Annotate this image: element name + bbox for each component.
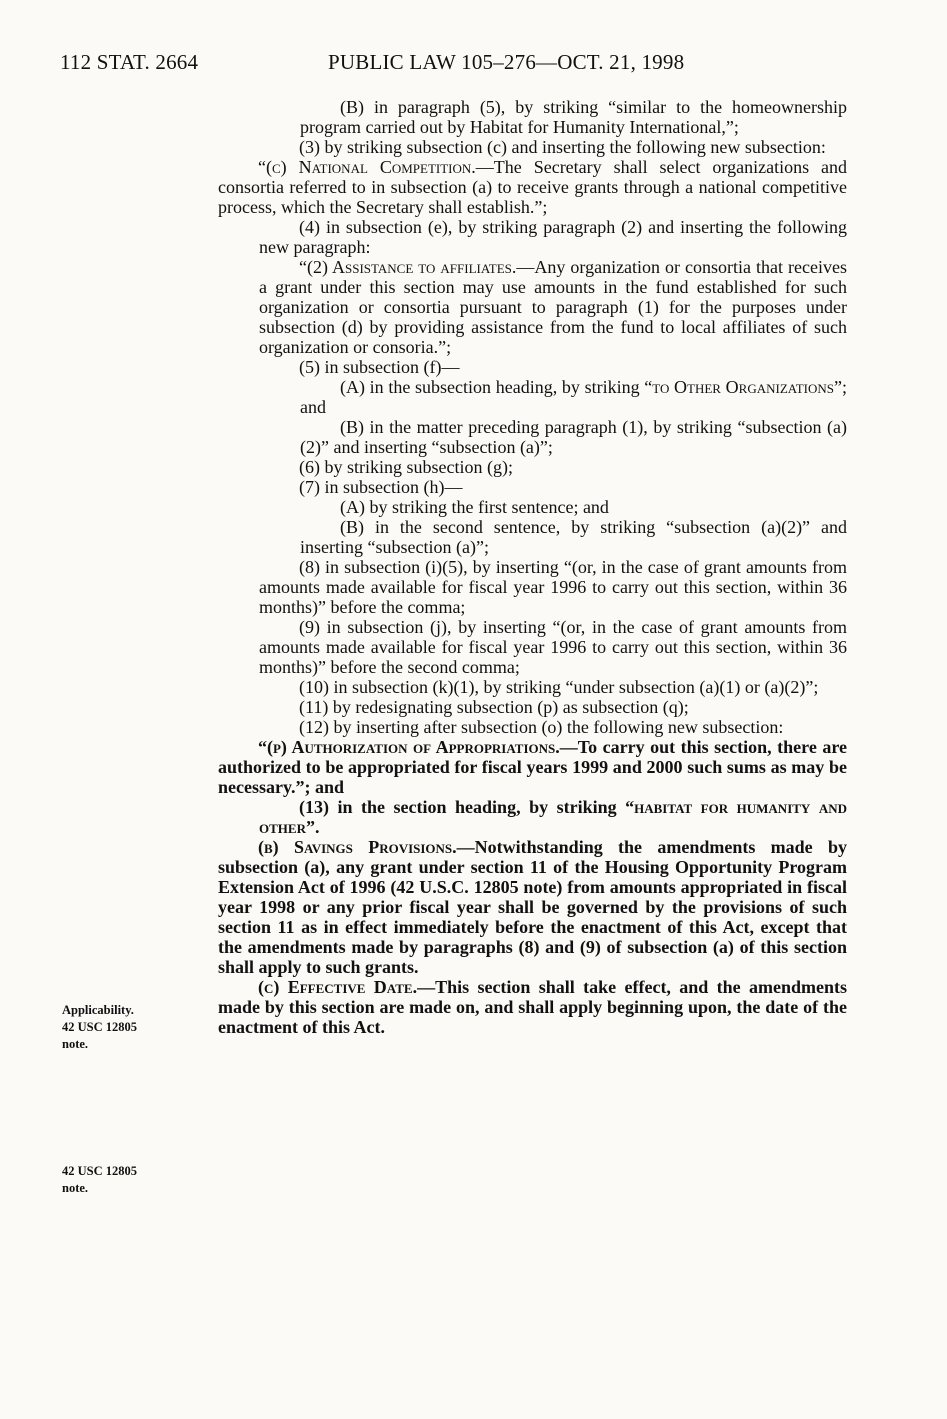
margin-usc-1: 42 USC 12805 <box>62 1020 138 1034</box>
running-title: PUBLIC LAW 105–276—OCT. 21, 1998 <box>328 50 685 74</box>
paragraph <box>218 797 847 837</box>
paragraph: (3) by striking subsection (c) and inserting the following new subsection: <box>299 137 826 157</box>
paragraph: (A) by striking the first sentence; and <box>340 497 609 517</box>
subsection-heading: “(p) Authorization of Appropriations. <box>258 737 560 757</box>
margin-note-effective <box>62 1163 202 1197</box>
margin-applicability: Applicability. <box>62 1003 134 1017</box>
paragraph: (8) in subsection (i)(5), by inserting “(or, in the case of grant amounts from amounts made available for fiscal year 1996 to carry out this section, within 36 months)” before the comma; <box>259 557 847 617</box>
paragraph: (10) in subsection (k)(1), by striking “under subsection (a)(1) or (a)(2)”; <box>299 677 819 697</box>
paragraph: (5) in subsection (f)— <box>299 357 460 377</box>
subsection-heading: (c) Effective Date. <box>258 977 418 997</box>
paragraph: (4) in subsection (e), by striking paragraph (2) and inserting the following new paragraph: <box>259 217 847 257</box>
paragraph: (12) by inserting after subsection (o) the following new subsection: <box>299 717 784 737</box>
paragraph-text: ”. <box>305 817 320 837</box>
paragraph-text: —To carry out this section, there are authorized to be appropriated for fiscal years 1999 and 2000 such sums as may be necessary.”; and <box>218 737 847 797</box>
subsection-heading: (b) Savings Provisions. <box>258 837 457 857</box>
paragraph: (B) in the second sentence, by striking “subsection (a)(2)” and inserting “subsection (a)”; <box>300 517 847 557</box>
paragraph: (7) in subsection (h)— <box>299 477 463 497</box>
paragraph: (B) in paragraph (5), by striking “similar to the homeownership program carried out by Habitat for Humanity International,”; <box>300 97 847 137</box>
paragraph-text: —The Secretary shall select organizations and consortia referred to in subsection (a) to receive grants through a national competitive process, which the Secretary shall establish.”; <box>218 157 847 217</box>
margin-note-2: note. <box>62 1181 89 1195</box>
paragraph-text: (A) in the subsection heading, by striking “ <box>340 377 653 397</box>
paragraph <box>218 837 847 977</box>
paragraph <box>218 377 847 417</box>
paragraph: (11) by redesignating subsection (p) as subsection (q); <box>299 697 689 717</box>
paragraph: (6) by striking subsection (g); <box>299 457 513 477</box>
paragraph-text: (13) in the section heading, by striking “ <box>299 797 635 817</box>
paragraph-text: —This section shall take effect, and the amendments made by this section are made on, and shall apply beginning upon, the date of the enactment of this Act. <box>218 977 847 1037</box>
margin-note-applicability <box>62 1002 202 1053</box>
page-number: 112 STAT. 2664 <box>60 50 199 74</box>
subsection-heading: “(c) National Competition. <box>258 157 476 177</box>
paragraph <box>218 737 847 797</box>
paragraph <box>218 257 847 357</box>
paragraph-text: —Any organization or consortia that receives a grant under this section may use amounts in the fund established for such organization or consortia pursuant to paragraph (1) for the purposes under subsection (d) by providing assistance from the fund to local affiliates of such organization or consoria.”; <box>259 257 847 357</box>
paragraph: (9) in subsection (j), by inserting “(or, in the case of grant amounts from amounts made available for fiscal year 1996 to carry out this section, within 36 months)” before the second comma; <box>259 617 847 677</box>
struck-heading: habitat for humanity and other <box>259 797 847 837</box>
margin-note-1: note. <box>62 1037 89 1051</box>
paragraph: (B) in the matter preceding paragraph (1), by striking “subsection (a)(2)” and inserting “subsection (a)”; <box>300 417 847 457</box>
paragraph <box>218 977 847 1037</box>
struck-heading: to Other Organizations <box>652 377 834 397</box>
paragraph-text: ”; and <box>300 377 847 417</box>
document-body <box>218 97 847 1037</box>
paragraph-heading: “(2) Assistance to affiliates. <box>299 257 517 277</box>
paragraph-text: —Notwithstanding the amendments made by subsection (a), any grant under section 11 of the Housing Opportunity Program Extension Act of 1996 (42 U.S.C. 12805 note) from amounts appropriated in fiscal year 1998 or any prior fiscal year shall be governed by the provisions of such section 11 as in effect immediately before the enactment of this Act, except that the amendments made by paragraphs (8) and (9) of subsection (a) of this section shall apply to such grants. <box>218 837 847 977</box>
paragraph <box>218 157 847 217</box>
margin-usc-2: 42 USC 12805 <box>62 1164 138 1178</box>
